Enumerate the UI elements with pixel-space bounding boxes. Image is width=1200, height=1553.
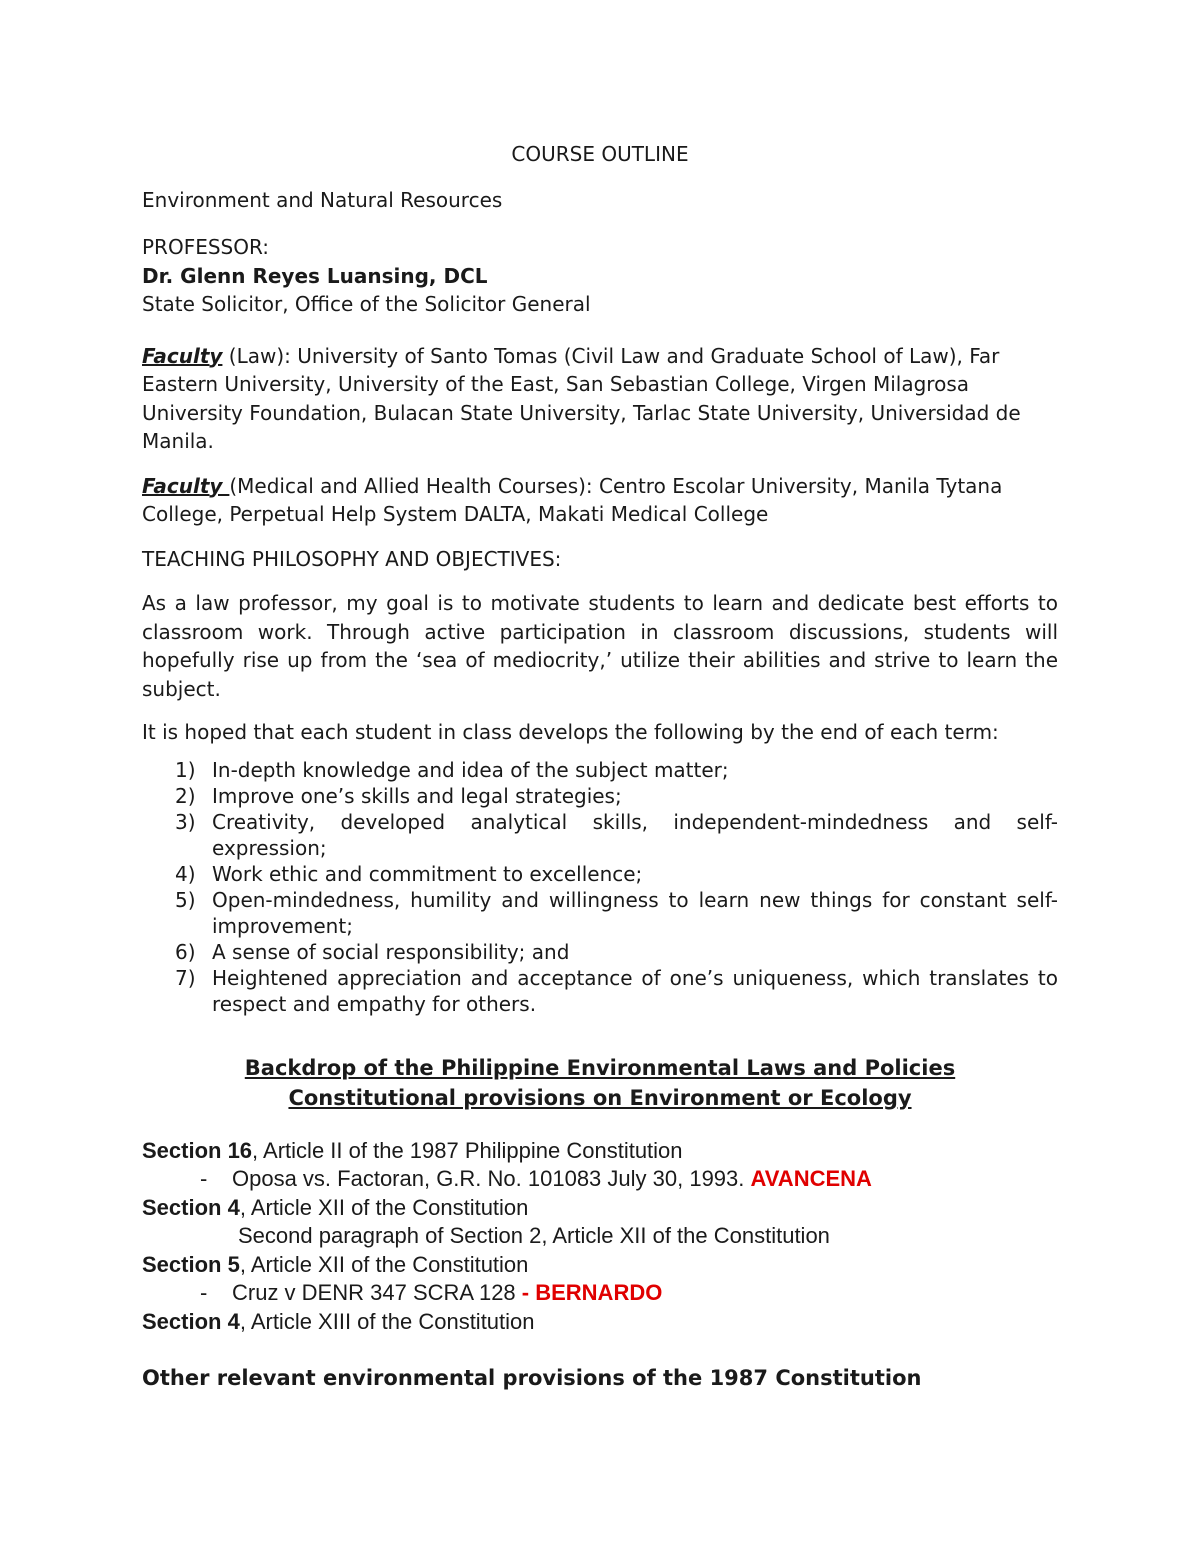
philosophy-heading: TEACHING PHILOSOPHY AND OBJECTIVES: (142, 546, 562, 571)
philosophy-paragraph-1: As a law professor, my goal is to motivate students to learn and dedicate best efforts to classroom work. Through active participation in classroom discussions, students will hopefully rise up from the ‘sea of mediocrity,’ utilize their abilities and strive to learn the subject. (142, 591, 1058, 701)
professor-label: PROFESSOR: (142, 235, 269, 259)
section-5-line: Section 5, Article XII of the Constitution (142, 1251, 529, 1277)
backdrop-heading: Backdrop of the Philippine Environmental Laws and Policies (244, 1055, 956, 1080)
other-provisions-heading: Other relevant environmental provisions of the 1987 Constitution (142, 1366, 922, 1390)
faculty-law-label: Faculty (142, 343, 223, 368)
list-item: 5) Open-mindedness, humility and willingness to learn new things for constant self-improvement; (175, 887, 1058, 938)
faculty-law (142, 342, 1058, 456)
faculty-law-text: (Law): University of Santo Tomas (Civil Law and Graduate School of Law), Far Eastern University, University of the East, San Sebastian College, Virgen Milagrosa University Foundation, Bulacan State University, Tarlac State University, Universidad de Manila. (142, 343, 1021, 453)
oposa-case-line: - Oposa vs. Factoran, G.R. No. 101083 July 30, 1993. AVANCENA (200, 1166, 872, 1191)
faculty-medical-text: (Medical and Allied Health Courses): Centro Escolar University, Manila Tytana College, Perpetual Help System DALTA, Makati Medical College (142, 473, 1003, 526)
second-paragraph-line: Second paragraph of Section 2, Article XII of the Constitution (238, 1223, 830, 1248)
list-item: 4) Work ethic and commitment to excellence; (175, 861, 643, 886)
section-16-line: Section 16, Article II of the 1987 Philippine Constitution (142, 1137, 683, 1163)
course-name: Environment and Natural Resources (142, 187, 503, 212)
list-item: 1) In-depth knowledge and idea of the subject matter; (175, 757, 729, 782)
list-item: 6) A sense of social responsibility; and (175, 939, 570, 964)
faculty-medical-label: Faculty (142, 473, 230, 498)
list-item: 7) Heightened appreciation and acceptance of one’s uniqueness, which translates to respect and empathy for others. (175, 965, 1058, 1016)
objectives-list (142, 757, 1058, 1017)
cruz-case-line: - Cruz v DENR 347 SCRA 128 - BERNARDO (200, 1280, 663, 1305)
section-4-line: Section 4, Article XII of the Constitution (142, 1194, 529, 1220)
document-page (142, 140, 1058, 1393)
professor-position: State Solicitor, Office of the Solicitor General (142, 292, 591, 316)
list-item: 3) Creativity, developed analytical skills, independent-mindedness and self-expression; (175, 809, 1058, 860)
constitutional-heading: Constitutional provisions on Environment or Ecology (288, 1085, 912, 1110)
document-title: COURSE OUTLINE (511, 142, 689, 166)
professor-name: Dr. Glenn Reyes Luansing, DCL (142, 263, 488, 288)
philosophy-paragraph-2: It is hoped that each student in class develops the following by the end of each term: (142, 720, 999, 744)
sections-block (142, 1137, 1058, 1337)
list-item: 2) Improve one’s skills and legal strategies; (175, 783, 622, 808)
section-4-xiii-line: Section 4, Article XIII of the Constitution (142, 1308, 535, 1334)
faculty-medical (142, 472, 1058, 529)
oposa-reporter: AVANCENA (750, 1166, 872, 1191)
cruz-reporter: - BERNARDO (521, 1280, 663, 1305)
